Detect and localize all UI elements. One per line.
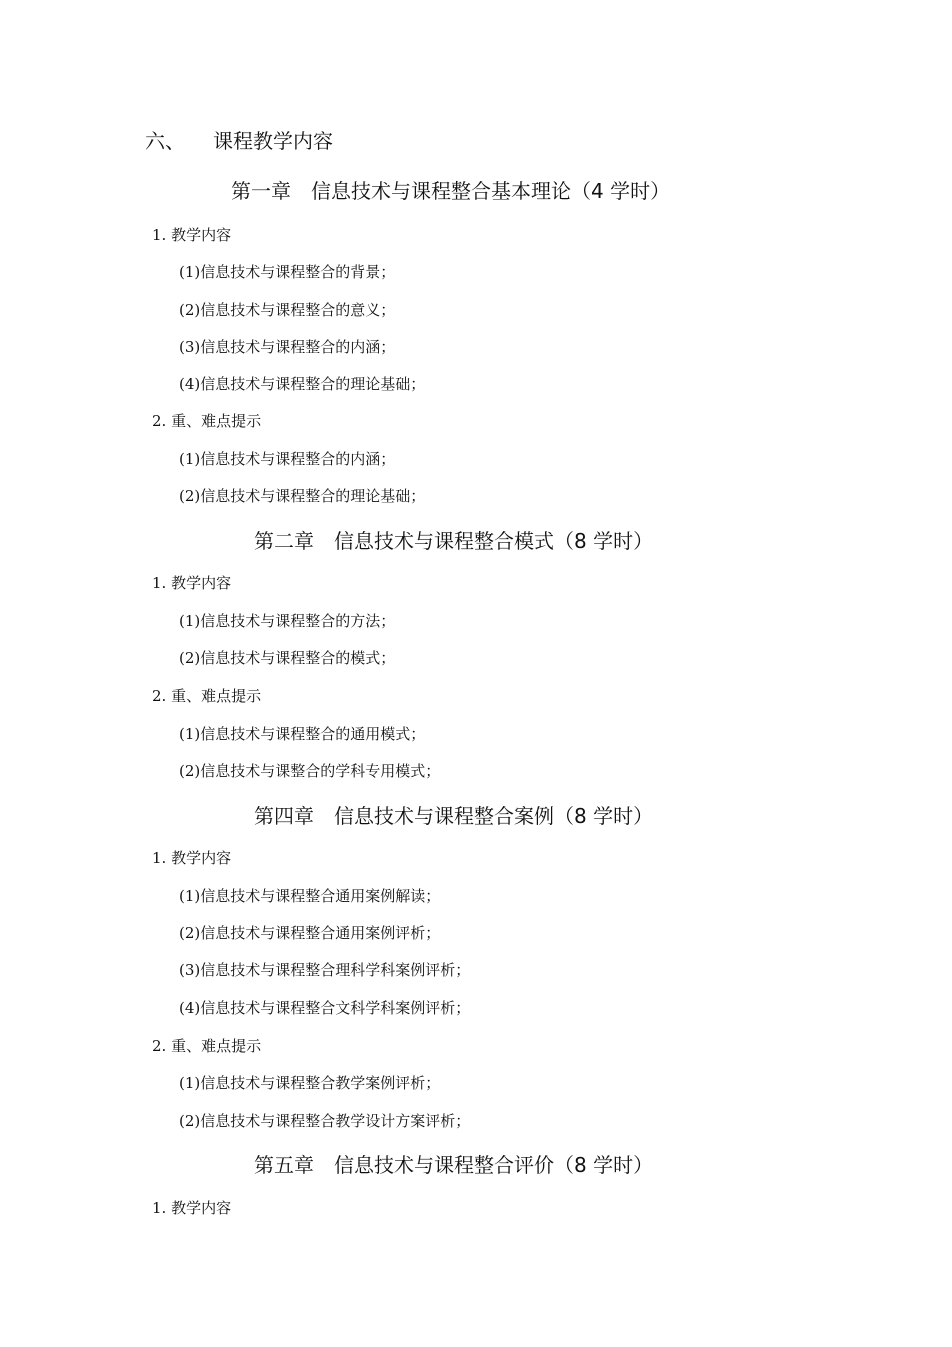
chapter-number: 第一章 xyxy=(231,179,291,203)
chapter-heading xyxy=(254,527,653,555)
list-item: (1)信息技术与课程整合的背景； xyxy=(179,263,396,281)
subsection-label: 2. 重、难点提示 xyxy=(152,687,262,705)
list-item: (4)信息技术与课程整合文科学科案例评析； xyxy=(179,999,471,1017)
chapter-title: 信息技术与课程整合评价（8 学时） xyxy=(334,1153,654,1177)
chapter-heading xyxy=(254,802,653,830)
chapter-heading xyxy=(254,1151,653,1179)
chapter-number: 第二章 xyxy=(254,529,314,553)
list-item: (2)信息技术与课程整合通用案例评析； xyxy=(179,924,441,942)
chapter-title: 信息技术与课程整合基本理论（4 学时） xyxy=(311,179,671,203)
chapter-number: 第四章 xyxy=(254,804,314,828)
subsection-label: 1. 教学内容 xyxy=(152,1199,232,1217)
chapter-number: 第五章 xyxy=(254,1153,314,1177)
chapter-title: 信息技术与课程整合案例（8 学时） xyxy=(334,804,654,828)
subsection-label: 1. 教学内容 xyxy=(152,849,232,867)
section-title: 课程教学内容 xyxy=(213,129,333,153)
subsection-label: 1. 教学内容 xyxy=(152,226,232,244)
chapter-heading xyxy=(231,177,670,205)
list-item: (1)信息技术与课程整合的通用模式； xyxy=(179,725,426,743)
list-item: (3)信息技术与课程整合理科学科案例评析； xyxy=(179,961,471,979)
subsection-label: 2. 重、难点提示 xyxy=(152,412,262,430)
subsection-label: 1. 教学内容 xyxy=(152,574,232,592)
list-item: (2)信息技术与课程整合的理论基础； xyxy=(179,487,426,505)
list-item: (1)信息技术与课程整合的方法； xyxy=(179,612,396,630)
section-number: 六、 xyxy=(145,129,185,153)
subsection-label: 2. 重、难点提示 xyxy=(152,1037,262,1055)
section-heading xyxy=(145,127,333,155)
list-item: (2)信息技术与课程整合的意义； xyxy=(179,301,396,319)
list-item: (1)信息技术与课程整合的内涵； xyxy=(179,450,396,468)
list-item: (1)信息技术与课程整合教学案例评析； xyxy=(179,1074,441,1092)
list-item: (2)信息技术与课程整合的模式； xyxy=(179,649,396,667)
list-item: (2)信息技术与课整合的学科专用模式； xyxy=(179,762,441,780)
list-item: (1)信息技术与课程整合通用案例解读； xyxy=(179,887,441,905)
chapter-title: 信息技术与课程整合模式（8 学时） xyxy=(334,529,654,553)
list-item: (2)信息技术与课程整合教学设计方案评析； xyxy=(179,1112,471,1130)
list-item: (3)信息技术与课程整合的内涵； xyxy=(179,338,396,356)
list-item: (4)信息技术与课程整合的理论基础； xyxy=(179,375,426,393)
